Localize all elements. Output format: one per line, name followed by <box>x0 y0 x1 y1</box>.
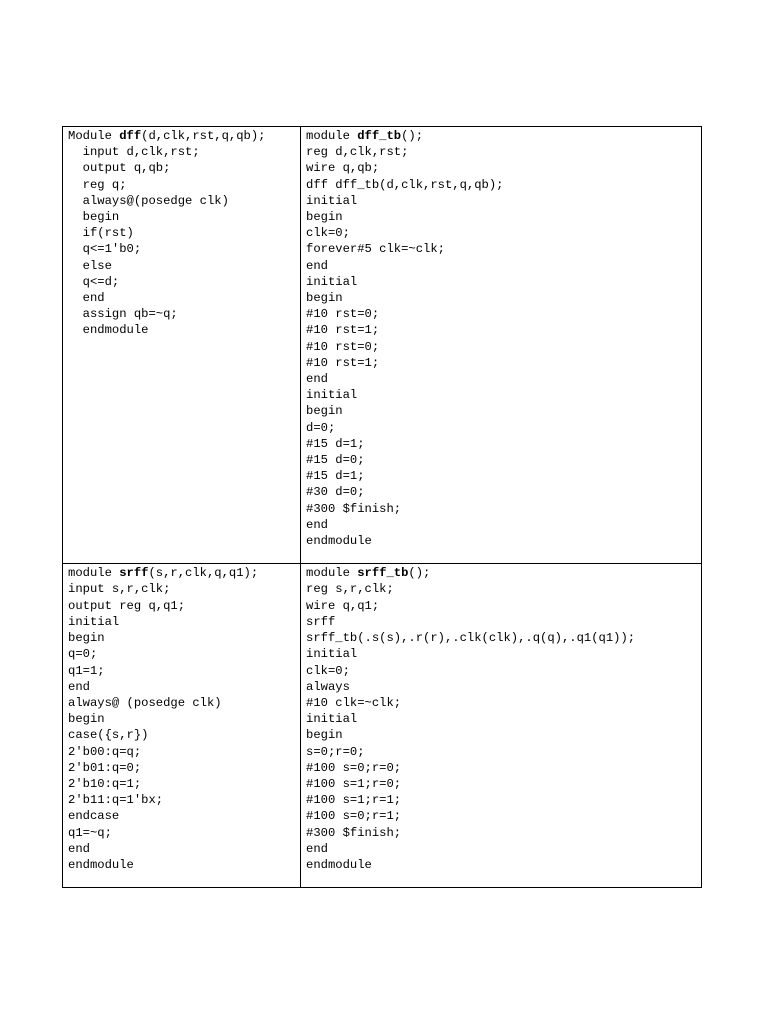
table-row <box>63 127 702 564</box>
code-line: s=0;r=0; <box>306 744 365 759</box>
code-line: clk=0; <box>306 226 350 241</box>
code-line: begin <box>68 631 105 646</box>
code-line: endcase <box>68 809 120 824</box>
code-line: initial <box>306 712 358 727</box>
code-line: dff dff_tb(d,clk,rst,q,qb); <box>306 177 504 192</box>
code-line: q1=~q; <box>68 825 112 840</box>
code-line: #15 d=1; <box>306 436 365 451</box>
code-line: begin <box>306 404 343 419</box>
module-name: dff <box>119 129 142 143</box>
code-line: begin <box>306 728 343 743</box>
dff-module-cell <box>63 127 301 564</box>
code-line: 2'b01:q=0; <box>68 760 142 775</box>
code-line: q<=d; <box>68 274 120 289</box>
code-line: srff_tb(.s(s),.r(r),.clk(clk),.q(q),.q1(q1)); <box>306 631 636 646</box>
code-line: end <box>306 517 328 532</box>
code-line: #15 d=0; <box>306 453 365 468</box>
code-line: #10 rst=0; <box>306 339 380 354</box>
code-line: q=0; <box>68 647 98 662</box>
code-line: endmodule <box>306 857 372 872</box>
code-line: #10 rst=1; <box>306 323 380 338</box>
code-line: begin <box>68 712 105 727</box>
module-name: srff_tb <box>357 566 409 581</box>
code-line: #100 s=0;r=1; <box>306 809 402 824</box>
code-line: #100 s=0;r=0; <box>306 760 402 775</box>
code-line: endmodule <box>68 323 149 338</box>
code-line: end <box>306 258 328 273</box>
srff-module-cell <box>63 564 301 888</box>
code-line: output q,qb; <box>68 161 171 176</box>
code-line: end <box>306 841 328 856</box>
code-line: end <box>68 291 105 306</box>
code-line: initial <box>306 647 358 662</box>
code-line: input d,clk,rst; <box>68 145 200 160</box>
code-line: forever#5 clk=~clk; <box>306 242 445 257</box>
code-line: always@(posedge clk) <box>68 193 229 208</box>
code-line: always@ (posedge clk) <box>68 695 222 710</box>
code-line: reg s,r,clk; <box>306 582 394 597</box>
code-line: reg d,clk,rst; <box>306 145 409 160</box>
module-name: dff_tb <box>357 129 402 143</box>
code-line: initial <box>306 274 358 289</box>
code-line: end <box>68 841 90 856</box>
code-line: case({s,r}) <box>68 728 149 743</box>
code-line: Module dff(d,clk,rst,q,qb); <box>68 129 266 143</box>
code-line: #100 s=1;r=1; <box>306 793 402 808</box>
dff-tb-module-cell <box>301 127 702 564</box>
code-line: wire q,qb; <box>306 161 380 176</box>
srff-tb-module-cell <box>301 564 702 888</box>
code-line: end <box>306 372 328 387</box>
code-line: 2'b00:q=q; <box>68 744 142 759</box>
code-line: 2'b11:q=1'bx; <box>68 793 164 808</box>
code-line: clk=0; <box>306 663 350 678</box>
code-line: #10 rst=1; <box>306 355 380 370</box>
code-line: srff <box>306 614 336 629</box>
code-line: #30 d=0; <box>306 485 365 500</box>
code-line: initial <box>68 614 120 629</box>
code-line: d=0; <box>306 420 336 435</box>
code-line: #10 clk=~clk; <box>306 695 402 710</box>
code-line: if(rst) <box>68 226 134 241</box>
code-line: output reg q,q1; <box>68 598 186 613</box>
code-line: q<=1'b0; <box>68 242 142 257</box>
code-line: initial <box>306 388 358 403</box>
code-line: q1=1; <box>68 663 105 678</box>
code-line: initial <box>306 193 358 208</box>
code-table <box>62 126 702 888</box>
code-line: else <box>68 258 112 273</box>
code-line: module srff(s,r,clk,q,q1); <box>68 566 259 581</box>
code-line: module dff_tb(); <box>306 129 424 143</box>
code-line: always <box>306 679 350 694</box>
module-name: srff <box>119 566 149 581</box>
code-line: begin <box>306 210 343 225</box>
code-line: #300 $finish; <box>306 825 402 840</box>
code-line: begin <box>306 291 343 306</box>
code-line: reg q; <box>68 177 127 192</box>
code-line: assign qb=~q; <box>68 307 178 322</box>
code-line: module srff_tb(); <box>306 566 431 581</box>
code-line: endmodule <box>306 534 372 549</box>
code-line: end <box>68 679 90 694</box>
table-row <box>63 564 702 888</box>
code-line: #100 s=1;r=0; <box>306 776 402 791</box>
code-line: wire q,q1; <box>306 598 380 613</box>
code-line: begin <box>68 210 120 225</box>
code-line: #15 d=1; <box>306 469 365 484</box>
code-line: #10 rst=0; <box>306 307 380 322</box>
code-line: endmodule <box>68 857 134 872</box>
code-line: input s,r,clk; <box>68 582 171 597</box>
code-line: 2'b10:q=1; <box>68 776 142 791</box>
code-line: #300 $finish; <box>306 501 402 516</box>
